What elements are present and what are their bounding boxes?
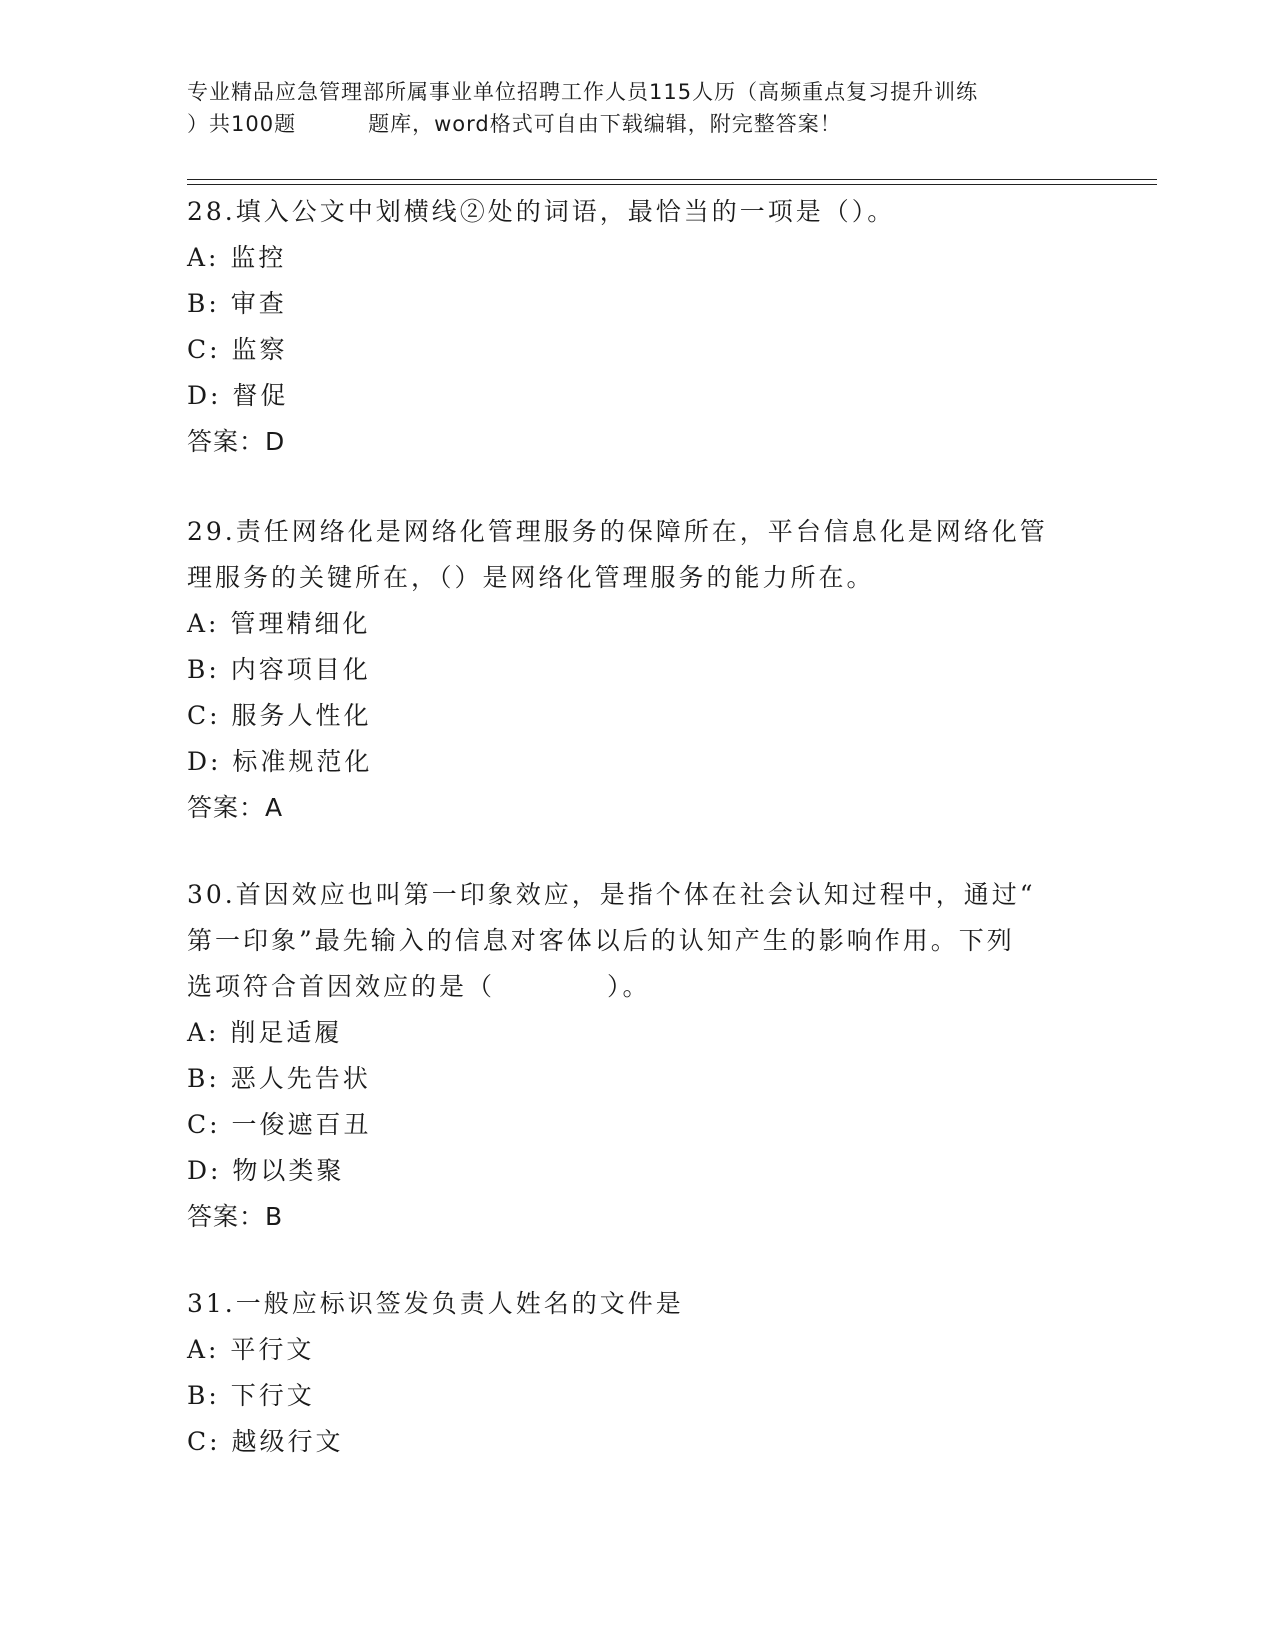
- question-stem: 31.一般应标识签发负责人姓名的文件是: [187, 1289, 684, 1318]
- option-c: C: 监察: [187, 335, 288, 364]
- option-d: D: 物以类聚: [187, 1156, 345, 1185]
- answer: 答案：A: [187, 793, 284, 822]
- question-stem: 第一印象”最先输入的信息对客体以后的认知产生的影响作用。下列: [187, 926, 1015, 955]
- document-header: [187, 76, 1087, 140]
- option-a: A: 削足适履: [187, 1018, 343, 1047]
- option-b: B: 恶人先告状: [187, 1064, 371, 1093]
- header-line-1: 专业精品应急管理部所属事业单位招聘工作人员115人历（高频重点复习提升训练: [187, 80, 979, 104]
- question-30: [187, 872, 1107, 1240]
- option-b: B: 内容项目化: [187, 655, 371, 684]
- header-line-2-part-1: ）共100题: [187, 112, 297, 136]
- option-d: D: 督促: [187, 381, 289, 410]
- header-divider-bottom: [187, 184, 1157, 185]
- question-stem: 理服务的关键所在，（）是网络化管理服务的能力所在。: [187, 563, 875, 592]
- header-divider-top: [187, 179, 1157, 180]
- question-stem: 28.填入公文中划横线②处的词语，最恰当的一项是（）。: [187, 197, 896, 226]
- question-stem: 29.责任网络化是网络化管理服务的保障所在，平台信息化是网络化管: [187, 517, 1048, 546]
- option-c: C: 服务人性化: [187, 701, 372, 730]
- option-a: A: 平行文: [187, 1335, 315, 1364]
- option-b: B: 下行文: [187, 1381, 315, 1410]
- answer: 答案：D: [187, 427, 286, 456]
- question-stem: 选项符合首因效应的是（ ）。: [187, 972, 651, 1001]
- question-31: [187, 1281, 1107, 1465]
- option-b: B: 审查: [187, 289, 287, 318]
- option-c: C: 越级行文: [187, 1427, 344, 1456]
- option-c: C: 一俊遮百丑: [187, 1110, 372, 1139]
- question-stem: 30.首因效应也叫第一印象效应，是指个体在社会认知过程中，通过“: [187, 880, 1036, 909]
- header-line-2: [187, 108, 1087, 140]
- option-a: A: 管理精细化: [187, 609, 371, 638]
- option-a: A: 监控: [187, 243, 287, 272]
- answer: 答案：B: [187, 1202, 284, 1231]
- question-28: [187, 189, 1107, 465]
- question-29: [187, 509, 1107, 831]
- option-d: D: 标准规范化: [187, 747, 373, 776]
- header-line-2-part-2: 题库，word格式可自由下载编辑，附完整答案！: [368, 112, 842, 136]
